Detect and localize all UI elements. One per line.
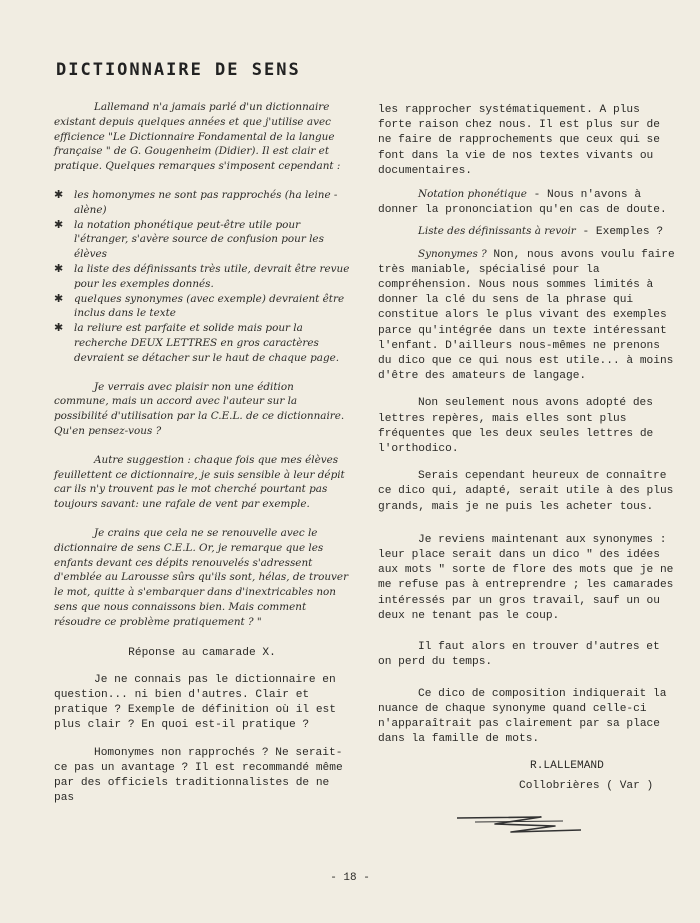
edition-paragraph: Je verrais avec plaisir non une édition commune, mais un accord avec l'auteur sur la possibilité d'utilisation par la C.E.L. de ce dictionnaire. Qu'en pensez-vous ? <box>54 380 345 437</box>
reply-heading: Réponse au camarade X. <box>128 646 276 659</box>
page-title: DICTIONNAIRE DE SENS <box>56 60 301 80</box>
asterisk-icon: ✱ <box>54 291 64 305</box>
trouver-paragraph: Il faut alors en trouver d'autres et on perd du temps. <box>378 641 660 669</box>
signature-place: Collobrières ( Var ) <box>519 780 654 792</box>
heureux-paragraph: Serais cependant heureux de connaître ce dico qui, adapté, serait utile à des plus grands, mais je ne puis les acheter tous. <box>378 470 674 513</box>
liste-label: Liste des définissants à revoir <box>418 225 576 238</box>
page-number: - 18 - <box>330 872 370 884</box>
list-item: ✱ quelques synonymes (avec exemple) devraient être inclus dans le texte <box>54 291 345 320</box>
notation-paragraph: Notation phonétique - Nous n'avons à donner la prononciation qu'en cas de doute. <box>378 188 667 217</box>
reply-paragraph-1: Je ne connais pas le dictionnaire en question... ni bien d'autres. Clair et pratique ? Exemple de définition où il est plus clair ? En quoi est-il pratique ? <box>54 673 336 732</box>
list-item: ✱ la liste des définissants très utile, devrait être revue pour les exemples donnés. <box>54 261 350 290</box>
crains-paragraph: Je crains que cela ne se renouvelle avec le dictionnaire de sens C.E.L. Or, je remarque que les enfants devant ces dépits renouvelés s'adressent d'emblée au Larousse sûrs qu'ils sont, hélas, de trouver le mot, quitte à s'embarquer dans d'inextricables non sens que nous connaissons bien. Mais comment résoudre ce problème pratiquement ? " <box>54 526 349 628</box>
revenir-paragraph: Je reviens maintenant aux synonymes : leur place serait dans un dico " des idées aux mots " sorte de flore des mots que je ne me refuse pas à entreprendre ; les camarades intéressés par un gros travail, sauf un ou deux ne tenant pas le coup. <box>378 533 674 622</box>
signature-name: R.LALLEMAND <box>530 760 604 772</box>
reply-paragraph-2: Homonymes non rapprochés ? Ne serait-ce pas un avantage ? Il est recommandé même par des officiels traditionnalistes de ne pas <box>54 746 343 805</box>
asterisk-icon: ✱ <box>54 187 64 201</box>
remarks-list <box>54 188 350 366</box>
list-item: ✱ la reliure est parfaite et solide mais pour la recherche DEUX LETTRES en gros caractères devraient se détacher sur le haut de chaque page. <box>54 321 340 364</box>
left-column <box>54 100 350 806</box>
handwritten-signature <box>455 812 585 840</box>
asterisk-icon: ✱ <box>54 217 64 231</box>
suggestion-paragraph: Autre suggestion : chaque fois que mes élèves feuillettent ce dictionnaire, je suis sensible à leur dépit car ils n'y trouvent pas le mot cherché pourtant pas toujours savant: une rafale de vent par exemple. <box>54 453 345 511</box>
composition-paragraph: Ce dico de composition indiquerait la nuance de chaque synonyme quand celle-ci n'apparaîtrait pas clairement par sa place dans la famille de mots. <box>378 687 667 746</box>
list-item: ✱ les homonymes ne sont pas rapprochés (ha leine - alène) <box>54 187 338 216</box>
synonymes-label: Synonymes ? <box>418 247 487 260</box>
liste-paragraph: Liste des définissants à revoir - Exemples ? <box>418 225 664 239</box>
notation-label: Notation phonétique <box>418 188 527 201</box>
asterisk-icon: ✱ <box>54 261 64 275</box>
intro-paragraph: Lallemand n'a jamais parlé d'un dictionnaire existant depuis quelques années et que j'utilise avec efficience "Le Dictionnaire Fondamental de la langue française " de G. Gougenheim (Didier). Il est clair et pratique. Quelques remarques s'imposent cependant : <box>54 101 341 173</box>
list-item: ✱ la notation phonétique peut-être utile pour l'étranger, s'avère source de confusion pour les élèves <box>54 217 324 261</box>
synonymes-paragraph: Synonymes ? Non, nous avons voulu faire très maniable, spécialisé pour la compréhension. Nous nous sommes limités à donner la clé du sens de la phrase qui constitue alors le plus vivant des exemples parce qu'intégrée dans un texte intéressant l'enfant. D'ailleurs nous-mêmes ne prenons du dico que ce qui nous est utile... à moins d'être des amateurs de langage. <box>378 247 675 383</box>
lettres-paragraph: Non seulement nous avons adopté des lettres repères, mais elles sont plus fréquentes que les deux seules lettres de l'orthodico. <box>378 397 654 456</box>
right-column <box>378 103 678 747</box>
continuation-paragraph: les rapprocher systématiquement. A plus forte raison chez nous. Il est plus sur de ne faire de rapprochements que ceux qui se font dans la vie de nos textes vivants ou documentaires. <box>378 104 660 177</box>
asterisk-icon: ✱ <box>54 321 64 335</box>
